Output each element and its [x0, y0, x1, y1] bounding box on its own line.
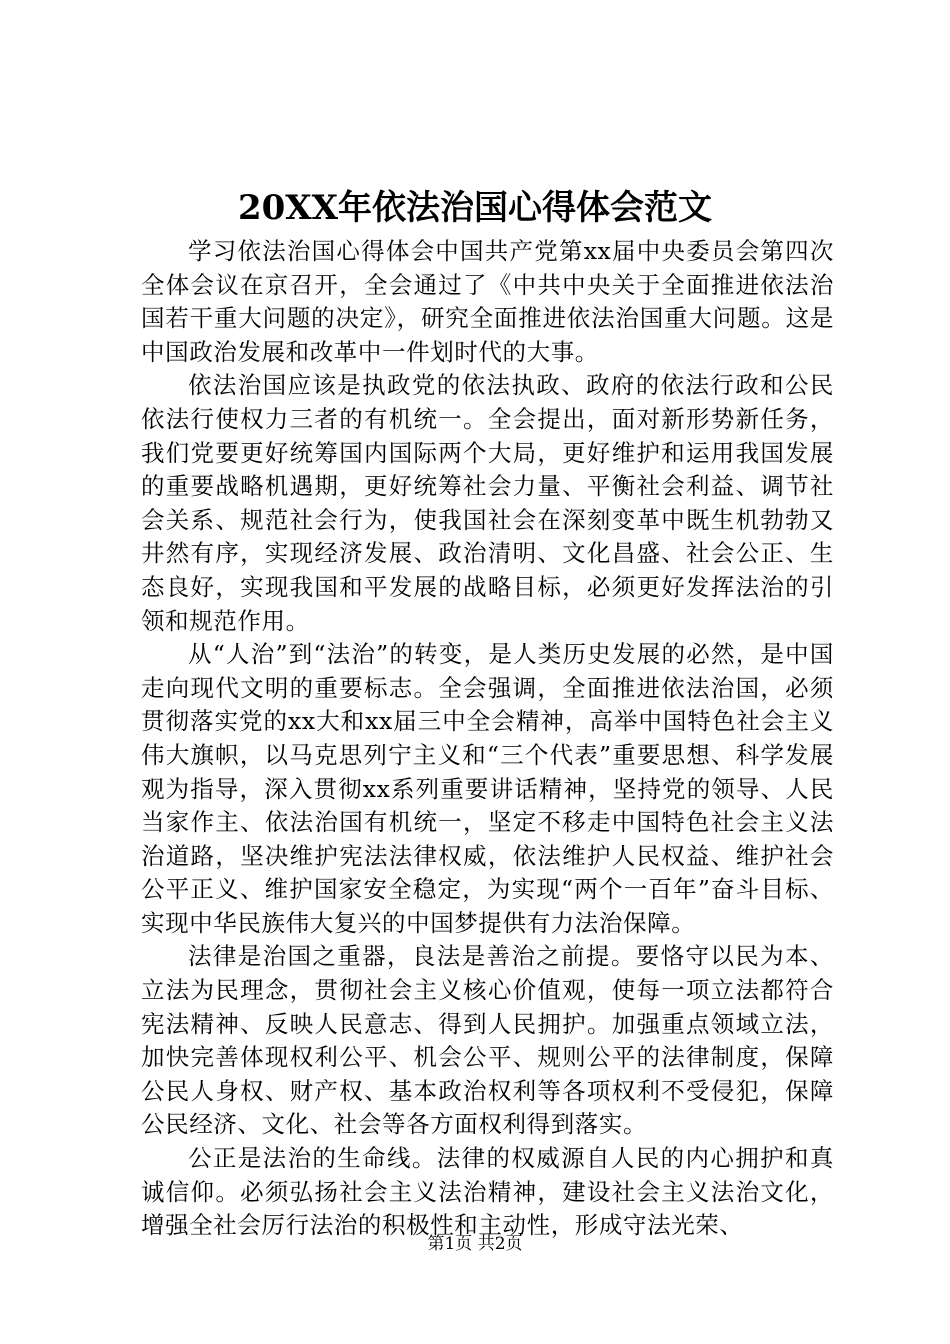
- page-number-footer: 第1页 共2页: [427, 1234, 523, 1254]
- document-title: 20XX年依法治国心得体会范文: [237, 188, 713, 228]
- paragraph: 学习依法治国心得体会中国共产党第xx届中央委员会第四次全体会议在京召开，全会通过了《中共中央关于全面推进依法治国若干重大问题的决定》，研究全面推进依法治国重大问题。这是中国政治发展和改革中一件划时代的大事。: [141, 237, 834, 366]
- paragraph: 依法治国应该是执政党的依法执政、政府的依法行政和公民依法行使权力三者的有机统一。全会提出，面对新形势新任务，我们党要更好统筹国内国际两个大局，更好维护和运用我国发展的重要战略机遇期，更好统筹社会力量、平衡社会利益、调节社会关系、规范社会行为，使我国社会在深刻变革中既生机勃勃又井然有序，实现经济发展、政治清明、文化昌盛、社会公正、生态良好，实现我国和平发展的战略目标，必须更好发挥法治的引领和规范作用。: [141, 371, 834, 635]
- paragraph: 公正是法治的生命线。法律的权威源自人民的内心拥护和真诚信仰。必须弘扬社会主义法治精神，建设社会主义法治文化，增强全社会厉行法治的积极性和主动性，形成守法光荣、: [141, 1144, 834, 1240]
- document-body: [141, 235, 834, 1243]
- paragraph: 从“人治”到“法治”的转变，是人类历史发展的必然，是中国走向现代文明的重要标志。全会强调，全面推进依法治国，必须贯彻落实党的xx大和xx届三中全会精神，高举中国特色社会主义伟大旗帜，以马克思列宁主义和“三个代表”重要思想、科学发展观为指导，深入贯彻xx系列重要讲话精神，坚持党的领导、人民当家作主、依法治国有机统一，坚定不移走中国特色社会主义法治道路，坚决维护宪法法律权威，依法维护人民权益、维护社会公平正义、维护国家安全稳定，为实现“两个一百年”奋斗目标、实现中华民族伟大复兴的中国梦提供有力法治保障。: [141, 640, 834, 937]
- paragraph: 法律是治国之重器，良法是善治之前提。要恪守以民为本、立法为民理念，贯彻社会主义核心价值观，使每一项立法都符合宪法精神、反映人民意志、得到人民拥护。加强重点领域立法，加快完善体现权利公平、机会公平、规则公平的法律制度，保障公民人身权、财产权、基本政治权利等各项权利不受侵犯，保障公民经济、文化、社会等各方面权利得到落实。: [141, 942, 834, 1139]
